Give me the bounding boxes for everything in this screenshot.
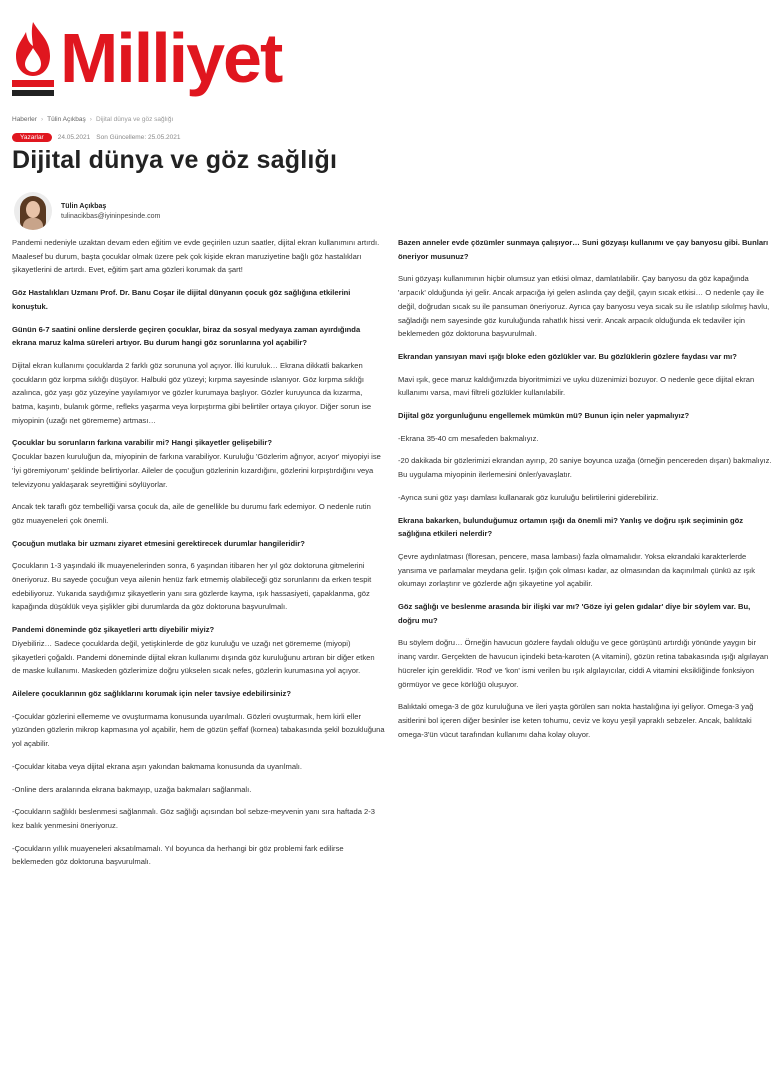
flame-logo-icon bbox=[10, 18, 56, 98]
interview-question: Pandemi döneminde göz şikayetleri arttı diyebilir miyiz? bbox=[12, 625, 215, 635]
breadcrumb-separator-icon: › bbox=[40, 116, 44, 123]
logo-wordmark: Milliyet bbox=[60, 19, 282, 97]
paragraph: Ancak tek taraflı göz tembelliği varsa çocuk da, aile de genellikle bu durumu fark edemiyor. O nedenle rutin göz muayeneleri çok önemli. bbox=[12, 502, 371, 525]
interview-question: Çocuğun mutlaka bir uzmanı ziyaret etmesini gerektirecek durumlar hangileridir? bbox=[12, 538, 305, 548]
interview-question: Günün 6-7 saatini online derslerde geçiren çocuklar, biraz da sosyal medyaya zaman ayırdığında ekrana maruz kalma süreleri artıyor. Bu durum hangi göz sorunlarına yol açabilir? bbox=[12, 324, 361, 348]
paragraph: -20 dakikada bir gözlerimizi ekrandan ayırıp, 20 saniye boyunca uzağa (örneğin pencereden dışarı) bakmalıyız. Bu uygulama miyopinin ilerlemesini önler/yavaşlatır. bbox=[398, 456, 772, 480]
interview-question: Bazen anneler evde çözümler sunmaya çalışıyor… Suni gözyaşı kullanımı ve çay banyosu gibi. Bunları öneriyor musunuz? bbox=[398, 238, 769, 261]
interview-question: Ekrana bakarken, bulunduğumuz ortamın ışığı da önemli mi? Yanlış ve doğru ışık seçiminin göz sağlığına etkileri nelerdir? bbox=[398, 515, 744, 539]
paragraph: Çocukların 1-3 yaşındaki ilk muayenelerinden sonra, 6 yaşından itibaren her yıl göz doktoruna gitmelerini öneriyoruz. Bu sayede çocuğun veya ailenin henüz fark etmemiş olabileceği göz sorunlarını da erken tespit edebiliyoruz. Yukarıda saydığımız şikayetlerin yanı sıra gözlerde kayma, ışık hassasiyeti, çapaklanma, göz kapağında düşüklük veya şişlikler gibi durumlarda da göz doktoruna başvurulmalı. bbox=[12, 561, 372, 612]
paragraph: -Online ders aralarında ekrana bakmayıp, uzağa bakmaları sağlanmalı. bbox=[12, 784, 252, 794]
interview-question: Dijital göz yorgunluğunu engellemek mümkün mü? Bunun için neler yapmalıyız? bbox=[398, 411, 690, 421]
interview-question: Ekrandan yansıyan mavi ışığı bloke eden gözlükler var. Bu gözlüklerin gözlere faydası var mı? bbox=[398, 351, 737, 361]
paragraph: -Çocukların yıllık muayeneleri aksatılmamalı. Yıl boyunca da herhangi bir göz problemi fark edilirse beklemeden göz doktoruna başvurulmalı. bbox=[12, 843, 344, 867]
article-meta bbox=[12, 133, 180, 142]
interview-question: Ailelere çocuklarının göz sağlıklarını korumak için neler tavsiye edebilirsiniz? bbox=[12, 688, 291, 698]
author-avatar[interactable] bbox=[14, 192, 52, 230]
author-name[interactable]: Tülin Açıkbaş bbox=[61, 202, 107, 210]
paragraph: Suni gözyaşı kullanımının hiçbir olumsuz yan etkisi olmaz, damlatılabilir. Çay banyosu da göz kapağında 'arpacık' olduğunda iyi gelir. Ancak arpacığa iyi gelen aslında çay değil, çayın sıcak etkisi… O nedenle çay ile değil, doğrudan sıcak su ile pansuman öneriyoruz. Ayrıca çay banyosu veya sıcak su ile ıslatılıp sıkılmış havlu, sağladığı nem sayesinde göz kuruluğunda rahatlık hissi verir. Ancak arpacık olduğunda ek tedaviler için beklemeden göz doktoruna başvurulmalı. bbox=[398, 274, 770, 339]
paragraph: -Ekrana 35-40 cm mesafeden bakmalıyız. bbox=[398, 433, 539, 443]
paragraph: -Çocuklar gözlerini ellememe ve ovuşturmama konusunda uyarılmalı. Gözleri ovuşturmak, hem kirli eller yüzünden gözlerin mikrop kapmasına yol açabilir, hem de gözün şeffaf (kornea) tabakasında şekil bozukluğuna yol açabilir. bbox=[12, 711, 385, 749]
interview-question: Çocuklar bu sorunların farkına varabilir mi? Hangi şikayetler gelişebilir? bbox=[12, 438, 272, 448]
paragraph: Balıktaki omega-3 de göz kuruluğuna ve ileri yaşta görülen sarı nokta hastalığına iyi geliyor. Omega-3 yağ asitlerini bol içeren diğer besinler ise keten tohumu, ceviz ve koyu yeşil yapraklı sebzeler. Ancak, balıktaki omega-3'ün vücut tarafından kullanımı daha kolay oluyor. bbox=[398, 702, 754, 739]
paragraph: Çocuklar bazen kuruluğun da, miyopinin de farkına varabiliyor. Kuruluğu 'Gözlerim ağrıyor, acıyor' miyopiyi ise 'İyi göremiyorum' şeklinde belirtiyorlar. Aileler de çocuğun gözlerinin kızardığını, gözlerini kırpıştırdığını veya televizyonu yaklaşarak seyrettiğini söylüyorlar. bbox=[12, 452, 381, 489]
article-column-right bbox=[398, 236, 773, 750]
paragraph: Dijital ekran kullanımı çocuklarda 2 farklı göz sorununa yol açıyor. İlki kuruluk… Ekrana dikkatli bakarken çocukların göz kırpma sıklığı düşüyor. Halbuki göz yüzeyi; kırpma sayesinde ıslanıyor. Göz kırpma sıklığı azalınca, göz yaşı göz yüzeyine yayılamıyor ve gözler kurumaya başlıyor. Gözler kuruyunca da kızarma, batma, kaşıntı, bulanık görme, refleks yaşarma veya kırpıştırma gibi belirtiler ortaya çıkıyor. Diğer sorun ise miyopinin (uzağı net görememe) artması… bbox=[12, 360, 372, 425]
updated-date: Son Güncelleme: 25.05.2021 bbox=[96, 134, 181, 141]
interview-question: Göz Hastalıkları Uzmanı Prof. Dr. Banu Coşar ile dijital dünyanın çocuk göz sağlığına etkilerini konuştuk. bbox=[12, 288, 351, 311]
paragraph: -Çocukların sağlıklı beslenmesi sağlanmalı. Göz sağlığı açısından bol sebze-meyvenin yanı sıra haftada 2-3 kez balık yenmesini öneriyoruz. bbox=[12, 807, 375, 830]
paragraph: -Çocuklar kitaba veya dijital ekrana aşırı yakından bakmama konusunda da uyarılmalı. bbox=[12, 761, 302, 771]
paragraph: Bu söylem doğru… Örneğin havucun gözlere faydalı olduğu ve gece görüşünü artırdığı yönünde yaygın bir inanç vardır. Gerçekten de havucun içindeki beta-karoten (A vitamini), gözün retina tabakasında ışığı algılayan hücreler için gereklidir. 'Rod' ve 'kon' ismi verilen bu ışık algılayıcılar, ciddi A vitamini eksikliğinde fonksiyon görmüyor ve gece körlüğü oluşuyor. bbox=[398, 638, 769, 689]
article-column-left bbox=[12, 236, 385, 878]
breadcrumb-current: Dijital dünya ve göz sağlığı bbox=[95, 116, 174, 123]
interview-question: Göz sağlığı ve beslenme arasında bir ilişki var mı? 'Göze iyi gelen gıdalar' diye bir söylem var. Bu, doğru mu? bbox=[398, 602, 751, 625]
milliyet-logo[interactable] bbox=[10, 18, 370, 98]
paragraph: Çevre aydınlatması (floresan, pencere, masa lambası) fazla olmamalıdır. Yoksa ekrandaki karakterlerde yansıma ve parlamalar meydana gelir. Işığın çok olması kadar, az olmasından da kaçınılmalı çünkü az ışık okumayı zorlaştırır ve gözlerde ağrı şikayetine yol açabilir. bbox=[398, 551, 756, 589]
breadcrumb-author[interactable]: Tülin Açıkbaş bbox=[47, 116, 86, 123]
paragraph: Diyebiliriz… Sadece çocuklarda değil, yetişkinlerde de göz kuruluğu ve uzağı net görememe (miyopi) şikayetleri çoğaldı. Pandemi döneminde dijital ekran kullanımı dışında göz kuruluğunu artıran bir diğer etken de maske kullanımı. Maskeden gözlerimize doğru yükselen sıcak nefes, gözlerin kurumasına yol açıyor. bbox=[12, 638, 375, 676]
author-email[interactable]: tulinacikbas@iyininpesinde.com bbox=[61, 212, 161, 220]
category-badge[interactable]: Yazarlar bbox=[12, 133, 52, 142]
breadcrumb bbox=[12, 116, 173, 123]
breadcrumb-separator-icon: › bbox=[89, 116, 92, 123]
author-box bbox=[14, 192, 160, 230]
paragraph: -Ayrıca suni göz yaşı damlası kullanarak göz kuruluğu belirtilerini giderebiliriz. bbox=[398, 492, 659, 502]
publish-date: 24.05.2021 bbox=[57, 134, 91, 141]
paragraph: Mavi ışık, gece maruz kaldığımızda biyoritmimizi ve uyku düzenimizi bozuyor. O nedenle gece dijital ekran kullanımı varsa, mavi filtreli gözlükler kullanılabilir. bbox=[398, 374, 755, 398]
article-title: Dijital dünya ve göz sağlığı bbox=[12, 146, 338, 174]
breadcrumb-home[interactable]: Haberler bbox=[12, 116, 37, 123]
paragraph: Pandemi nedeniyle uzaktan devam eden eğitim ve evde geçirilen uzun saatler, dijital ekran kullanımını artırdı. Maalesef bu durum, başta çocuklar olmak üzere pek çok kişide ekran maruziyetine bağlı göz hastalıkları şikayetlerini de artırdı. Evet, eğitim şart ama gözleri korumak da şart! bbox=[12, 238, 380, 275]
